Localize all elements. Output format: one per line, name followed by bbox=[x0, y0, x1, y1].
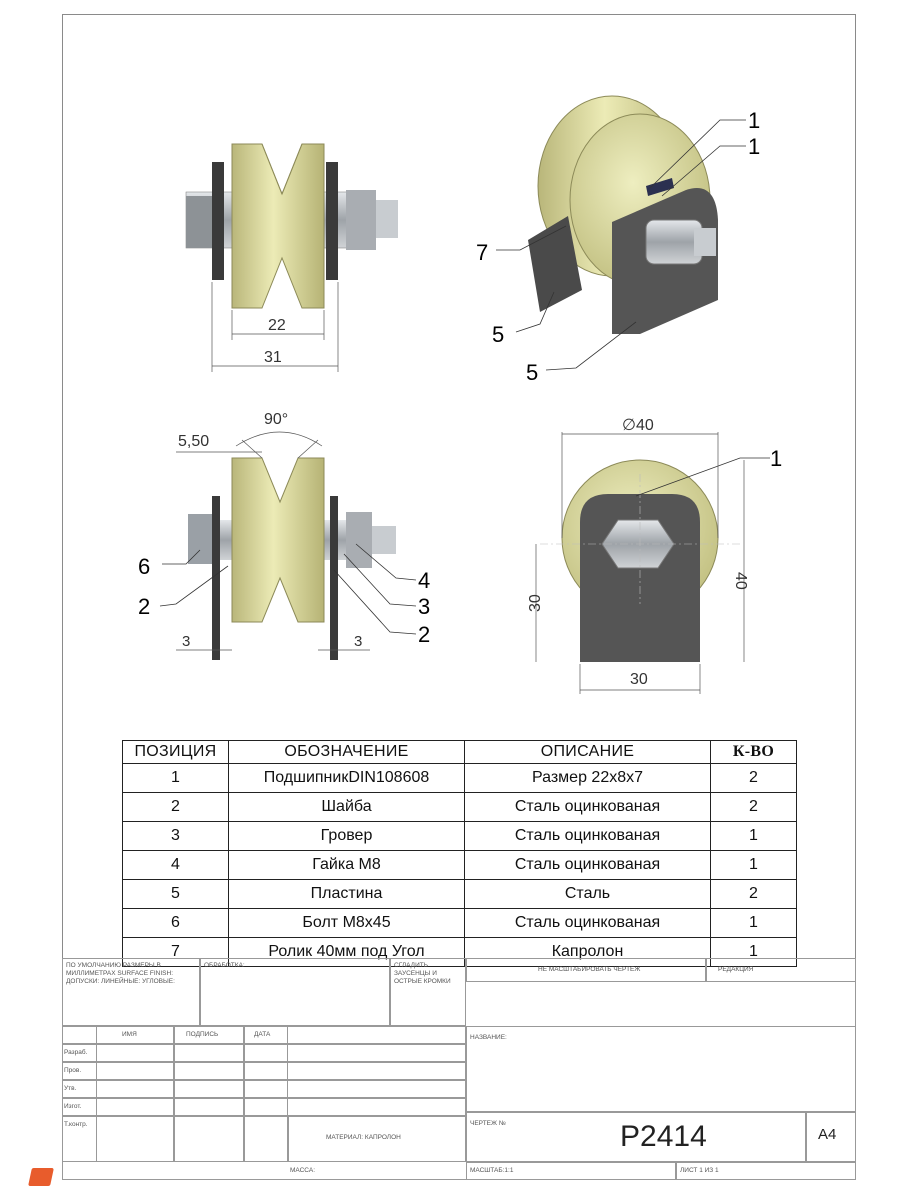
cell-designation: Шайба bbox=[229, 793, 465, 822]
table-row bbox=[123, 880, 797, 909]
table-row bbox=[123, 822, 797, 851]
dim-3-right: 3 bbox=[354, 633, 363, 650]
cell-description: Размер 22х8х7 bbox=[465, 764, 711, 793]
tb-col-date: ДАТА bbox=[254, 1031, 271, 1038]
dim-31: 31 bbox=[264, 349, 282, 366]
front-callout-1: 1 bbox=[770, 446, 783, 471]
cell-qty: 1 bbox=[711, 909, 797, 938]
cell-description: Сталь bbox=[465, 880, 711, 909]
sec-plate-left bbox=[212, 496, 220, 660]
table-row bbox=[123, 793, 797, 822]
logo-icon bbox=[28, 1168, 54, 1186]
tb-role: Изгот. bbox=[64, 1103, 82, 1110]
iso-callout-5a: 5 bbox=[492, 322, 505, 347]
bom-header-description: ОПИСАНИЕ bbox=[465, 741, 711, 764]
tb-col-sign: ПОДПИСЬ bbox=[186, 1031, 219, 1038]
tb-role: Утв. bbox=[64, 1085, 77, 1092]
iso-callout-7: 7 bbox=[476, 240, 489, 265]
dim-width-30: 30 bbox=[630, 671, 648, 688]
cell-pos: 2 bbox=[123, 793, 229, 822]
cell-designation: Ролик 40мм под Угол bbox=[229, 938, 465, 967]
cell-pos: 3 bbox=[123, 822, 229, 851]
cell-designation: Болт М8х45 bbox=[229, 909, 465, 938]
bom-header-designation: ОБОЗНАЧЕНИЕ bbox=[229, 741, 465, 764]
tb-scale: МАСШТАБ:1:1 bbox=[470, 1167, 514, 1174]
cell-designation: Гайка М8 bbox=[229, 851, 465, 880]
cell-description: Сталь оцинкованая bbox=[465, 909, 711, 938]
table-row bbox=[123, 764, 797, 793]
table-row bbox=[123, 851, 797, 880]
sec-thread bbox=[372, 526, 396, 554]
front-view bbox=[527, 417, 782, 694]
cell-pos: 5 bbox=[123, 880, 229, 909]
tb-finish: ОБРАБОТКА: bbox=[204, 962, 245, 969]
tb-notes: ПО УМОЛЧАНИЮ РАЗМЕРЫ В МИЛЛИМЕТРАХ SURFACE FINISH: ДОПУСКИ: ЛИНЕЙНЫЕ: УГЛОВЫЕ: bbox=[66, 962, 175, 985]
tb-format: A4 bbox=[818, 1126, 837, 1143]
dim-3-left: 3 bbox=[182, 633, 191, 650]
cell-qty: 1 bbox=[711, 938, 797, 967]
sec-roller bbox=[232, 458, 324, 622]
cell-qty: 2 bbox=[711, 793, 797, 822]
sec-nut bbox=[346, 512, 372, 568]
iso-callout-1b: 1 bbox=[748, 134, 761, 159]
bolt-head bbox=[186, 196, 212, 248]
cell-qty: 2 bbox=[711, 764, 797, 793]
sec-plate-right bbox=[330, 496, 338, 660]
tb-col-name: ИМЯ bbox=[122, 1031, 137, 1038]
cell-qty: 1 bbox=[711, 851, 797, 880]
tb-drawing-label: ЧЕРТЕЖ № bbox=[470, 1120, 506, 1127]
dim-height-40: 40 bbox=[732, 572, 749, 590]
cell-description: Сталь оцинкованая bbox=[465, 793, 711, 822]
cell-description: Капролон bbox=[465, 938, 711, 967]
iso-callout-1a: 1 bbox=[748, 108, 761, 133]
cell-designation: ПодшипникDIN108608 bbox=[229, 764, 465, 793]
tb-sheet: ЛИСТ 1 ИЗ 1 bbox=[680, 1167, 719, 1174]
bom-table bbox=[122, 740, 797, 967]
tb-role: Пров. bbox=[64, 1067, 82, 1074]
dim-5-50: 5,50 bbox=[178, 433, 210, 450]
plate-right bbox=[326, 162, 338, 280]
drawing-number: P2414 bbox=[620, 1120, 707, 1153]
tb-role: Разраб. bbox=[64, 1049, 88, 1056]
plate-left bbox=[212, 162, 224, 280]
tb-mass: МАССА: bbox=[290, 1167, 315, 1174]
tb-deburr: СГЛАДИТЬ ЗАУСЕНЦЫ И ОСТРЫЕ КРОМКИ bbox=[394, 962, 451, 985]
sec-callout-2a: 2 bbox=[138, 594, 151, 619]
dim-height-30: 30 bbox=[527, 594, 544, 612]
dim-22: 22 bbox=[268, 317, 286, 334]
iso-thread bbox=[694, 228, 716, 256]
nut bbox=[346, 190, 376, 250]
sec-callout-6: 6 bbox=[138, 554, 151, 579]
table-row bbox=[123, 909, 797, 938]
sec-callout-2b: 2 bbox=[418, 622, 431, 647]
cell-qty: 1 bbox=[711, 822, 797, 851]
side-view bbox=[186, 144, 398, 372]
tb-noscale: НЕ МАСШТАБИРОВАТЬ ЧЕРТЕЖ bbox=[538, 966, 641, 973]
tb-title-label: НАЗВАНИЕ: bbox=[470, 1034, 507, 1041]
cell-designation: Гровер bbox=[229, 822, 465, 851]
cell-pos: 7 bbox=[123, 938, 229, 967]
cell-description: Сталь оцинкованая bbox=[465, 822, 711, 851]
iso-view bbox=[476, 96, 760, 385]
thread-end bbox=[376, 200, 398, 238]
section-view bbox=[138, 411, 430, 660]
iso-nut bbox=[646, 220, 702, 264]
dim-angle: 90° bbox=[264, 411, 289, 428]
bom-header-position: ПОЗИЦИЯ bbox=[123, 741, 229, 764]
iso-callout-5b: 5 bbox=[526, 360, 539, 385]
roller-side bbox=[232, 144, 324, 308]
cell-qty: 2 bbox=[711, 880, 797, 909]
cell-pos: 1 bbox=[123, 764, 229, 793]
bom-header-qty: К-ВО bbox=[711, 741, 797, 764]
cell-description: Сталь оцинкованая bbox=[465, 851, 711, 880]
tb-revision: РЕДАКЦИЯ bbox=[718, 966, 754, 973]
cell-pos: 6 bbox=[123, 909, 229, 938]
bom-header-row bbox=[123, 741, 797, 764]
tb-material: МАТЕРИАЛ: КАПРОЛОН bbox=[326, 1134, 401, 1141]
sec-callout-3: 3 bbox=[418, 594, 431, 619]
cell-designation: Пластина bbox=[229, 880, 465, 909]
dim-diameter-40: ∅40 bbox=[622, 417, 654, 434]
tb-role: Т.контр. bbox=[64, 1121, 88, 1128]
sec-callout-4: 4 bbox=[418, 568, 431, 593]
cell-pos: 4 bbox=[123, 851, 229, 880]
